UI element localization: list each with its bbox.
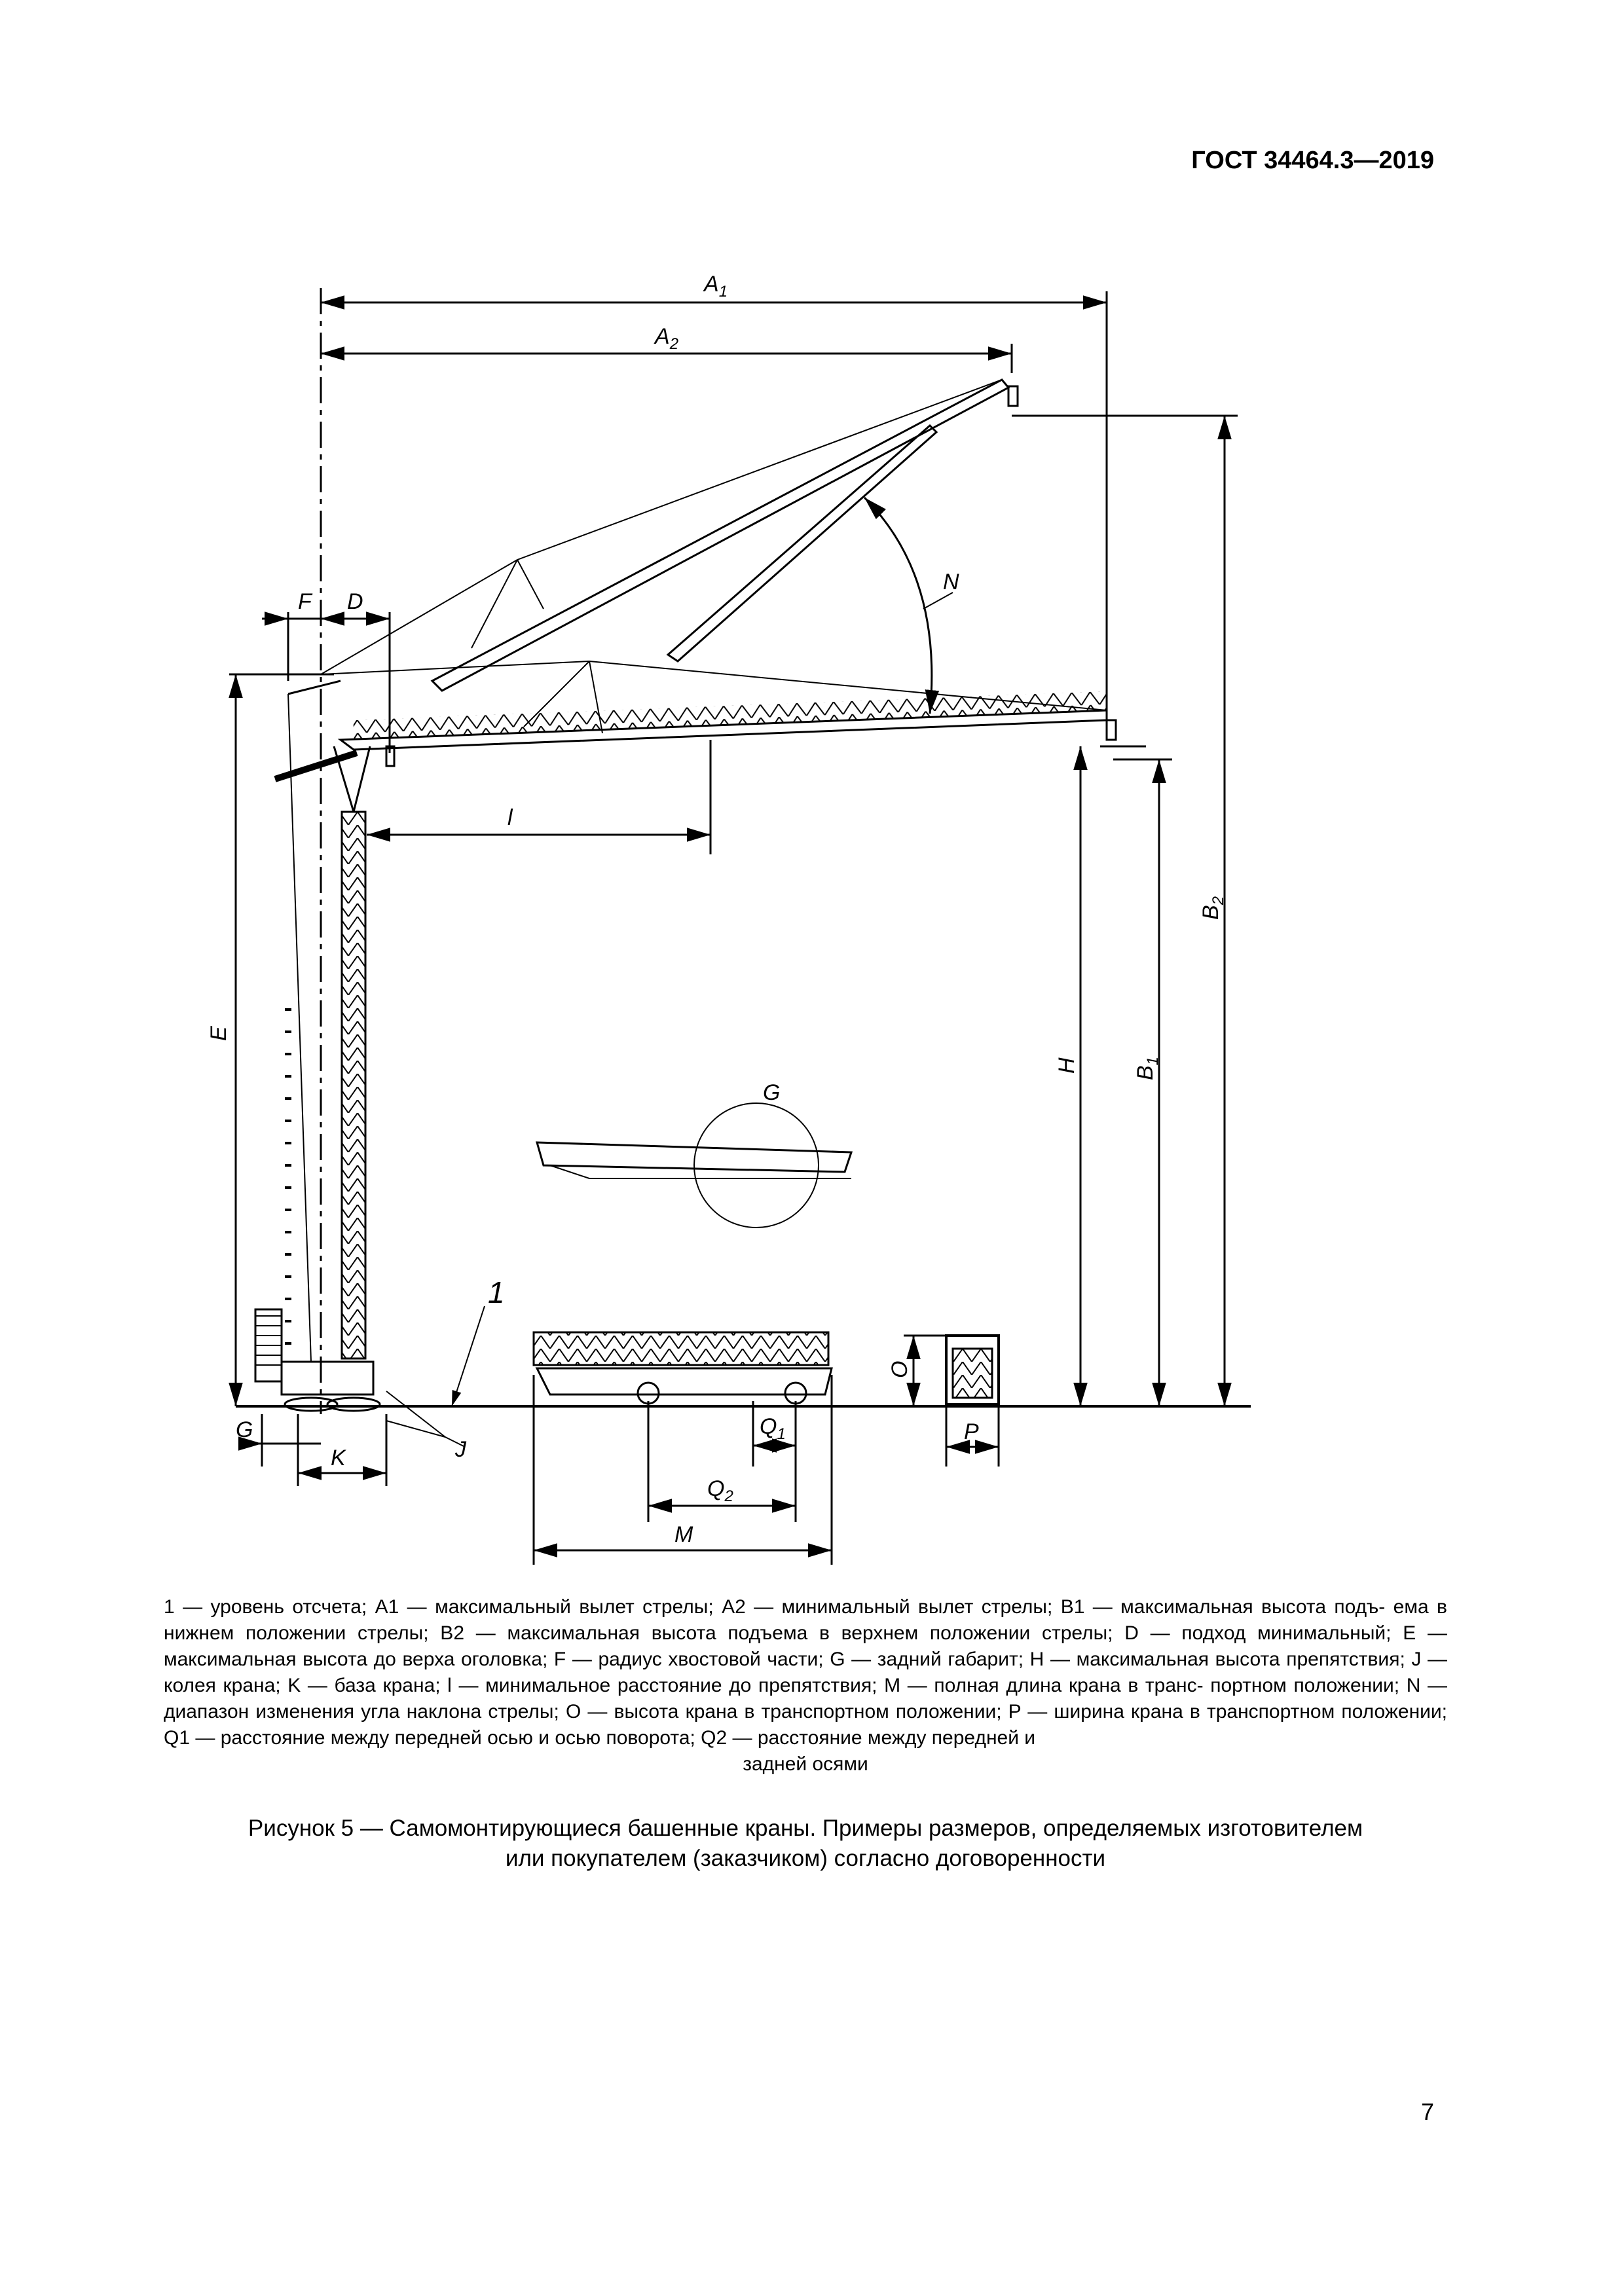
- label-q1: $Q_1$: [760, 1414, 786, 1443]
- legend-line-7: задней осями: [743, 1753, 868, 1775]
- legend-line-1: 1 — уровень отсчета; A1 — максимальный вылет стрелы; A2 — минимальный вылет стрелы; B1 — максимальная высота подъ-: [164, 1596, 1386, 1618]
- standard-id: ГОСТ 34464.3—2019: [1191, 147, 1434, 174]
- label-p: P: [964, 1419, 979, 1444]
- figure-caption: [164, 1813, 1447, 1874]
- legend-line-4: препятствия; J — колея крана; K — база крана; l — минимальное расстояние до препятствия; M — полная длина крана в транс-: [164, 1649, 1448, 1696]
- label-m: M: [674, 1522, 693, 1547]
- legend-line-2: ема в нижнем положении стрелы; B2 — максимальная высота подъема в верхнем положении стрелы; D — подход минимальный;: [164, 1596, 1447, 1644]
- transport-crane: [534, 1332, 828, 1365]
- label-d: D: [347, 589, 363, 614]
- label-f: F: [298, 589, 312, 614]
- rear-clearance-circle: [694, 1103, 819, 1228]
- legend-line-6: крана в транспортном положении; Q1 — расстояние между передней осью и осью поворота; Q2 — расстояние между передней и: [164, 1701, 1447, 1749]
- label-j: J: [455, 1437, 466, 1462]
- label-g-bottom: G: [236, 1417, 253, 1442]
- label-l: l: [507, 805, 513, 830]
- label-e: E: [206, 1026, 231, 1041]
- caption-line-1: Рисунок 5 — Самомонтирующиеся башенные краны. Примеры размеров, определяемых изготовителем: [248, 1815, 1363, 1841]
- label-n: N: [943, 570, 959, 594]
- page-number: 7: [1420, 2098, 1434, 2125]
- label-b2: $B_2$: [1198, 896, 1227, 920]
- caption-line-2: или покупателем (заказчиком) согласно договоренности: [505, 1846, 1106, 1871]
- label-o: O: [887, 1360, 912, 1378]
- label-k: K: [331, 1446, 346, 1470]
- legend-line-3: E — максимальная высота до верха оголовка; F — радиус хвостовой части; G — задний габарит; H — максимальная высота: [164, 1622, 1447, 1670]
- label-b1: $B_1$: [1133, 1056, 1162, 1080]
- label-g-top: G: [763, 1080, 781, 1105]
- legend: [164, 1594, 1447, 1777]
- label-ref-level: 1: [488, 1275, 505, 1309]
- label-a2: $A_2$: [655, 324, 679, 353]
- label-q2: $Q_2$: [707, 1476, 733, 1505]
- jib-upper: [432, 380, 1008, 691]
- label-a1: $A_1$: [704, 272, 728, 301]
- label-h: H: [1054, 1057, 1079, 1074]
- legend-line-5: портном положении; N — диапазон изменения угла наклона стрелы; O — высота крана в транспортном положении; P — ширина: [164, 1675, 1448, 1722]
